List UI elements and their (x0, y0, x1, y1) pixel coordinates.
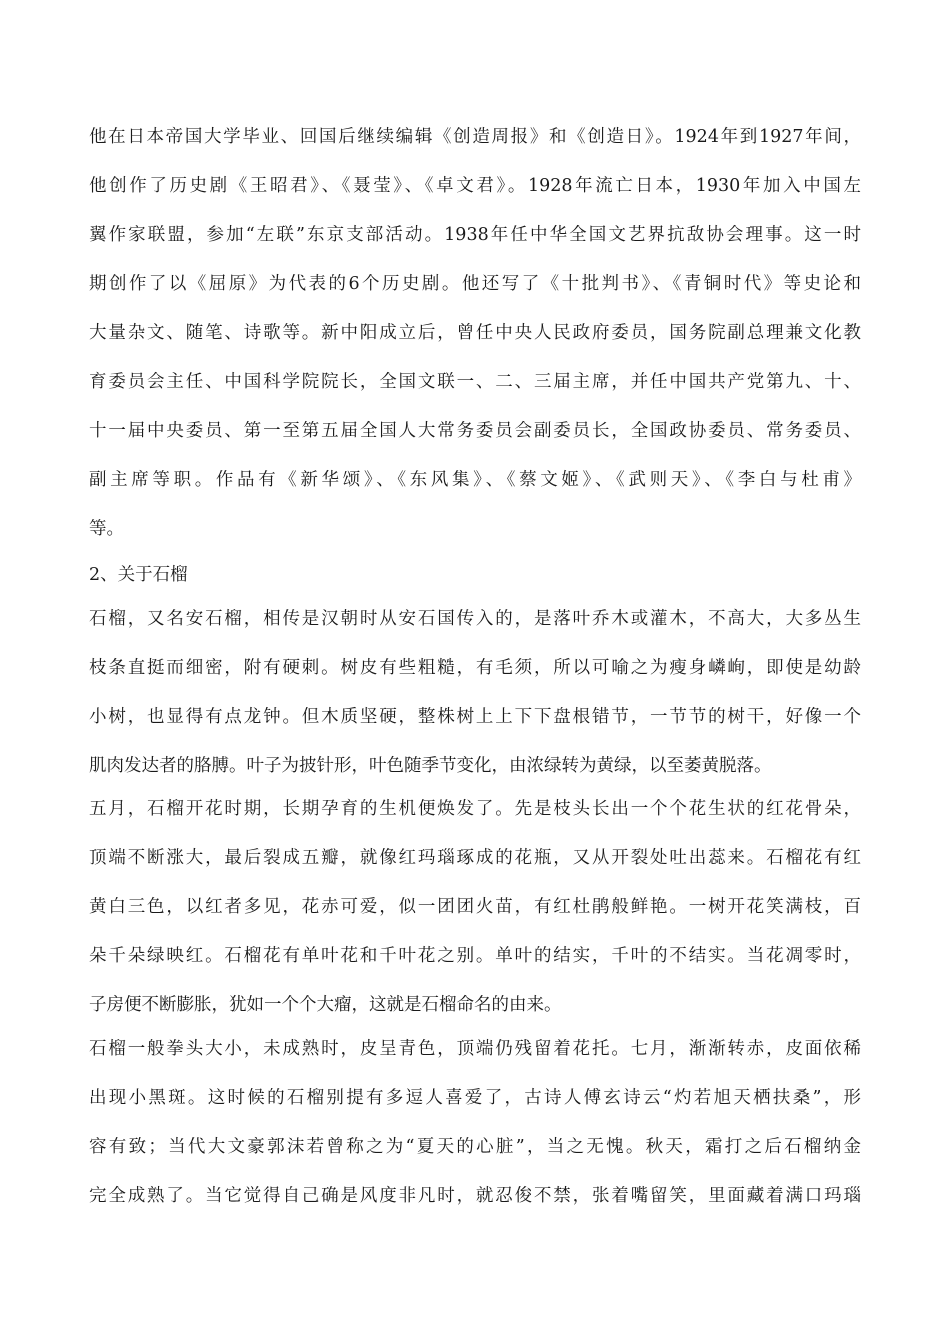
text-line: 小树，也显得有点龙钟。但木质坚硬，整株树上上下下盘根错节，一节节的树干，好像一个 (89, 707, 861, 727)
text-line: 副主席等职。作品有《新华颂》、《东风集》、《蔡文姬》、《武则天》、《李白与杜甫》 (89, 470, 861, 490)
text-line: 石榴一般拳头大小，未成熟时，皮呈青色，顶端仍残留着花托。七月，渐渐转赤，皮面依稀 (89, 1039, 861, 1059)
text-line: 顶端不断涨大，最后裂成五瓣，就像红玛瑙琢成的花瓶，又从开裂处吐出蕊来。石榴花有红 (89, 848, 861, 868)
text-line: 黄白三色，以红者多见，花赤可爱，似一团团火苗，有红杜鹃般鲜艳。一树开花笑满枝，百 (89, 897, 861, 917)
text-line: 翼作家联盟，参加“左联”东京支部活动。1938年任中华全国文艺界抗敌协会理事。这一时 (89, 225, 861, 245)
text-line: 完全成熟了。当它觉得自己确是风度非凡时，就忍俊不禁，张着嘴留笑，里面藏着满口玛瑙 (89, 1186, 861, 1206)
text-line: 朵千朵绿映红。石榴花有单叶花和千叶花之别。单叶的结实，千叶的不结实。当花凋零时， (89, 946, 861, 966)
text-line: 出现小黑斑。这时候的石榴别提有多逗人喜爱了，古诗人傅玄诗云“灼若旭天栖扶桑”，形 (89, 1088, 861, 1108)
section-heading: 2、关于石榴 (89, 565, 188, 585)
text-line: 十一届中央委员、第一至第五届全国人大常务委员会副委员长，全国政协委员、常务委员、 (89, 421, 861, 441)
text-line: 他在日本帝国大学毕业、回国后继续编辑《创造周报》和《创造日》。1924年到1927年间， (89, 127, 861, 147)
text-line: 期创作了以《屈原》为代表的6个历史剧。他还写了《十批判书》、《青铜时代》等史论和 (89, 274, 861, 294)
text-line: 肌肉发达者的胳膊。叶子为披针形，叶色随季节变化，由浓绿转为黄绿，以至萎黄脱落。 (89, 756, 772, 776)
text-line: 子房便不断膨胀，犹如一个个大瘤，这就是石榴命名的由来。 (89, 995, 562, 1015)
text-line: 五月，石榴开花时期，长期孕育的生机便焕发了。先是枝头长出一个个花生状的红花骨朵， (89, 799, 861, 819)
text-line: 等。 (89, 519, 124, 539)
text-line: 大量杂文、随笔、诗歌等。新中阳成立后，曾任中央人民政府委员，国务院副总理兼文化教 (89, 323, 861, 343)
text-line: 育委员会主任、中国科学院院长，全国文联一、二、三届主席，并任中国共产党第九、十、 (89, 372, 861, 392)
text-line: 枝条直挺而细密，附有硬刺。树皮有些粗糙，有毛须，所以可喻之为瘦身嶙峋，即使是幼龄 (89, 658, 861, 678)
text-line: 他创作了历史剧《王昭君》、《聂莹》、《卓文君》。1928年流亡日本，1930年加入中国左 (89, 176, 861, 196)
text-line: 石榴，又名安石榴，相传是汉朝时从安石国传入的，是落叶乔木或灌木，不高大，大多丛生 (89, 609, 861, 629)
text-line: 容有致；当代大文豪郭沫若曾称之为“夏天的心脏”，当之无愧。秋天，霜打之后石榴纳金 (89, 1137, 861, 1157)
